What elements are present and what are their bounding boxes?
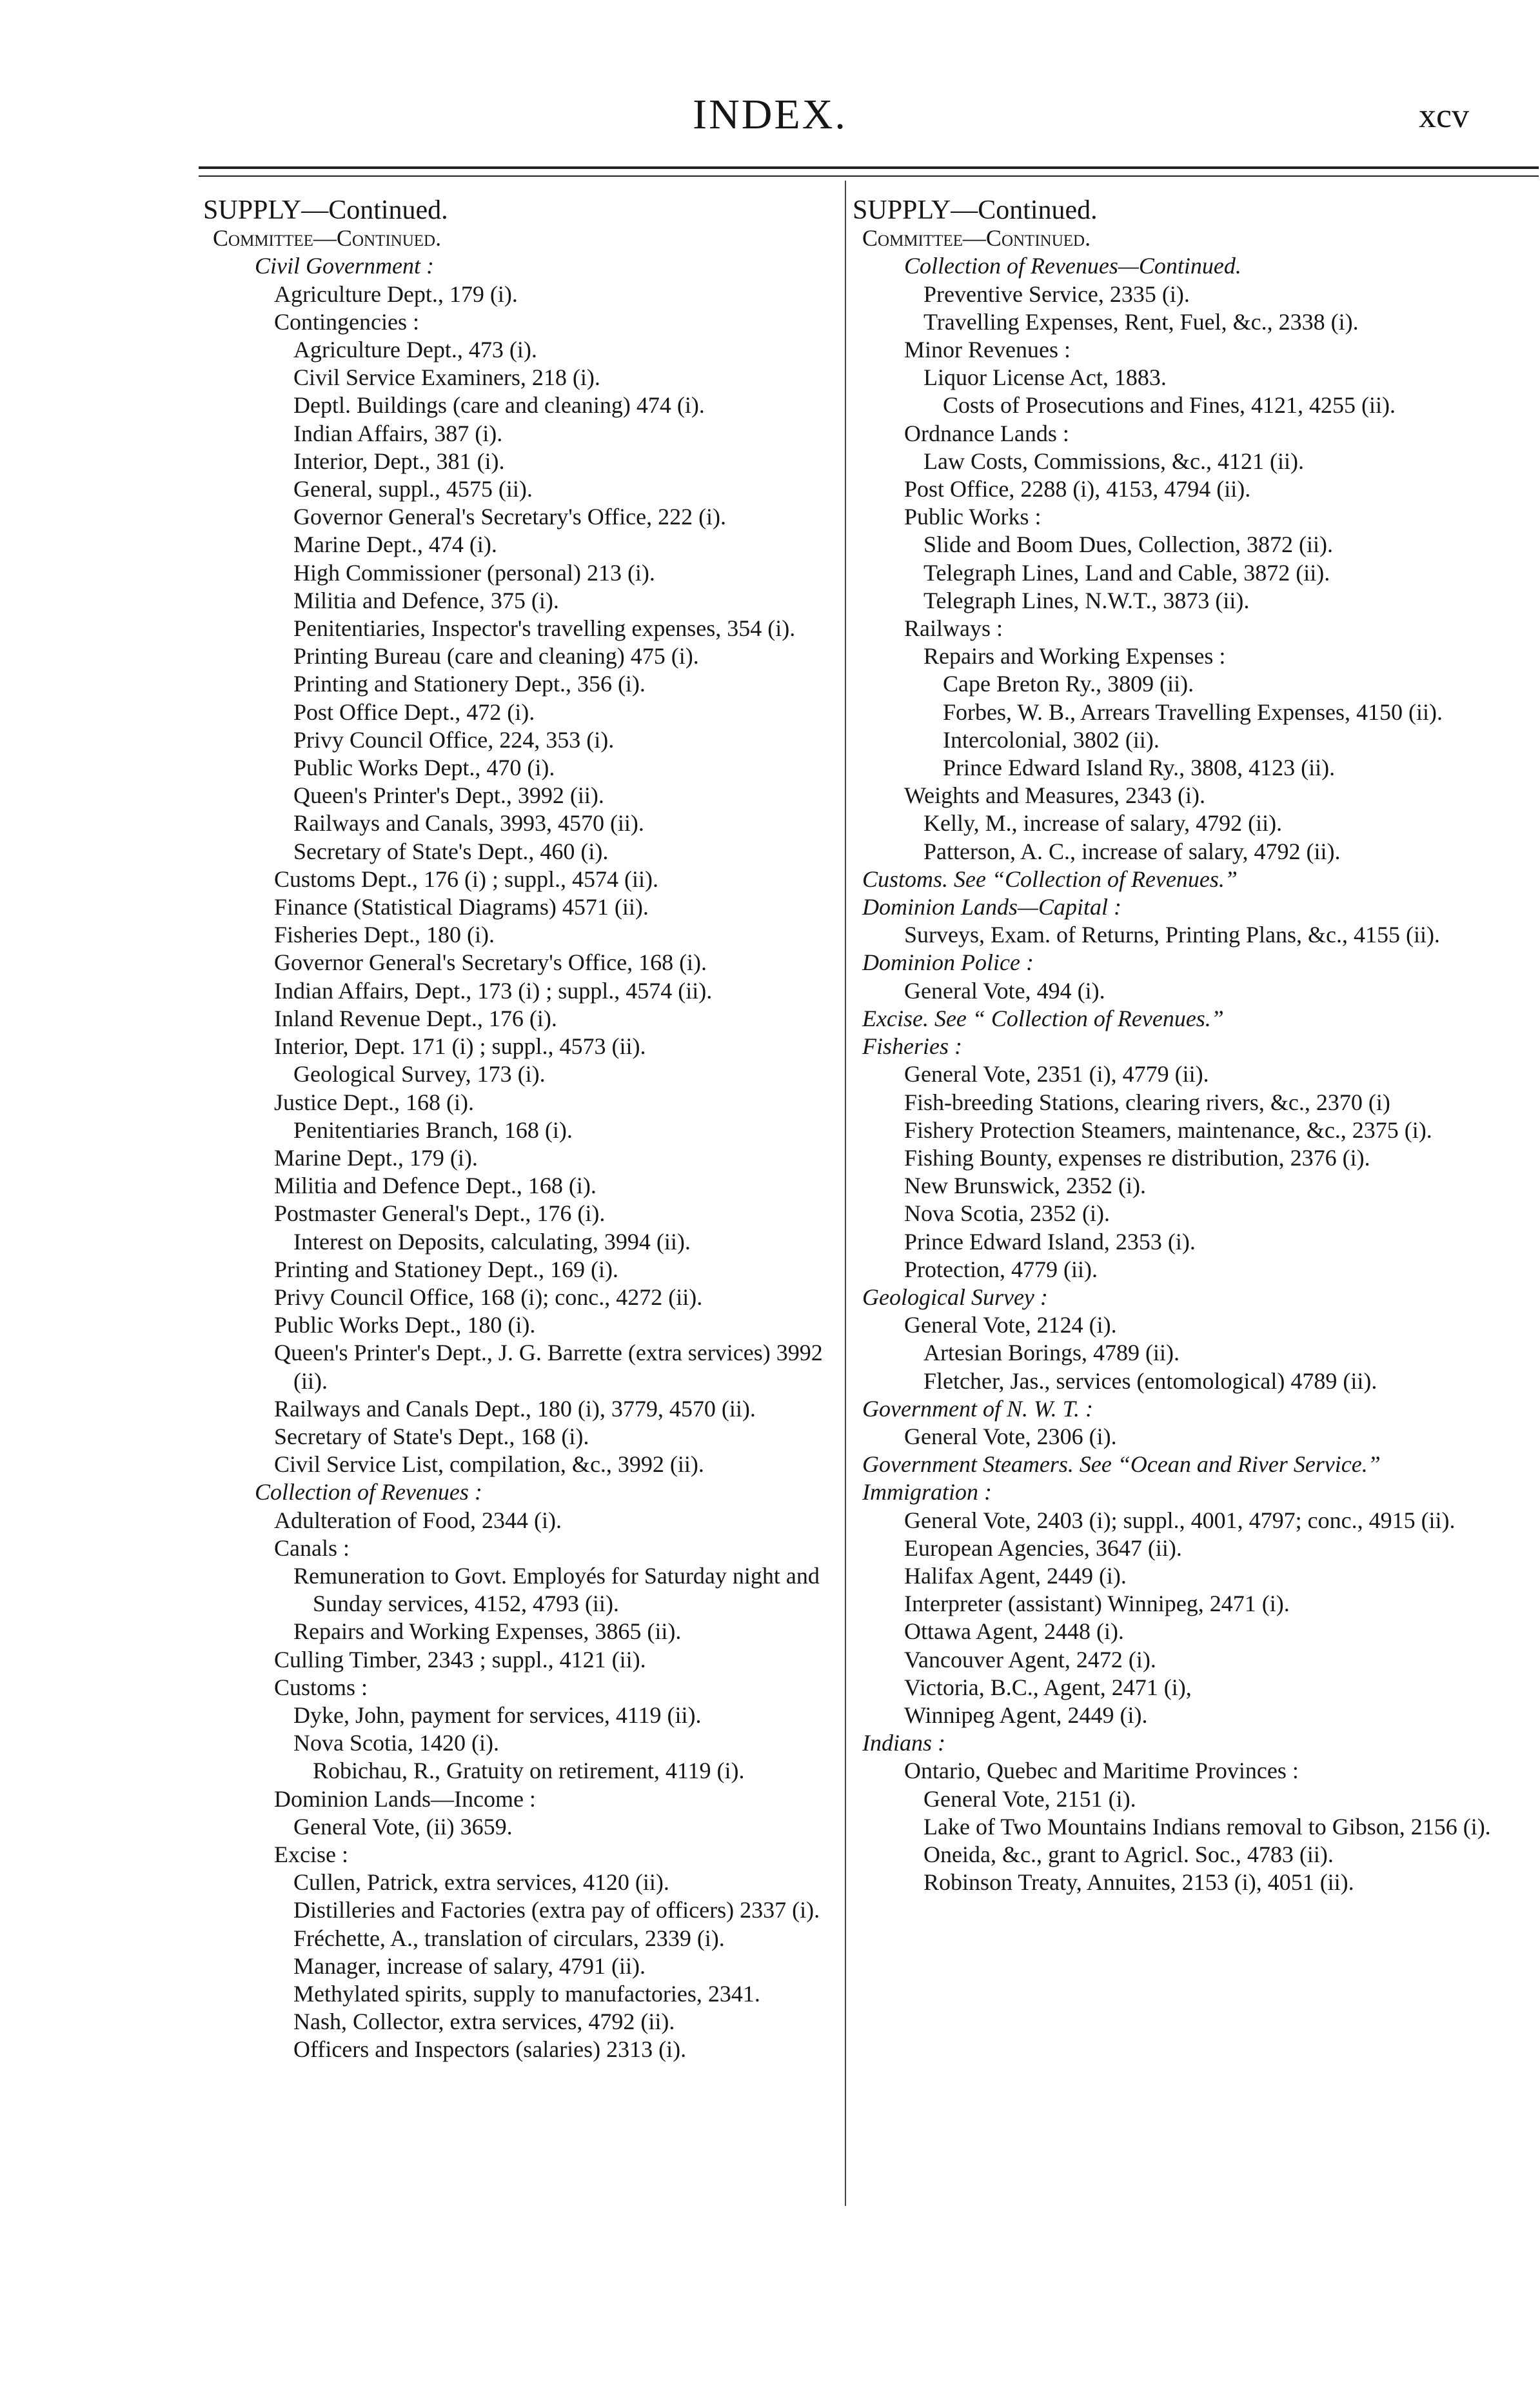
index-heading: Prince Edward Island, 2353 (i). <box>904 1228 1196 1255</box>
index-entry: Penitentiaries, Inspector's travelling expenses, 354 (i). <box>293 615 796 642</box>
index-entry: Marine Dept., 474 (i). <box>293 531 497 558</box>
index-heading: General Vote, 2124 (i). <box>904 1312 1117 1338</box>
header-rule-thin <box>199 175 1539 177</box>
index-entry: High Commissioner (personal) 213 (i). <box>293 559 655 586</box>
index-entry: Slide and Boom Dues, Collection, 3872 (ii). <box>923 531 1333 558</box>
index-entry: Indian Affairs, 387 (i). <box>293 420 503 446</box>
index-entry: Liquor License Act, 1883. <box>923 364 1167 391</box>
left-column <box>203 197 838 2064</box>
index-heading: Fisheries : <box>862 1033 962 1060</box>
index-entry: Nova Scotia, 1420 (i). <box>293 1730 499 1756</box>
index-entry: Printing and Stationery Dept., 356 (i). <box>293 671 646 697</box>
index-heading: Committee—Continued. <box>862 225 1091 252</box>
page-number: xcv <box>1419 96 1469 135</box>
index-heading: General Vote, 2351 (i), 4779 (ii). <box>904 1061 1209 1087</box>
index-entry: Artesian Borings, 4789 (ii). <box>923 1340 1180 1366</box>
index-entry: Culling Timber, 2343 ; suppl., 4121 (ii). <box>274 1646 646 1673</box>
index-heading: SUPPLY—Continued. <box>203 195 448 225</box>
index-entry: Travelling Expenses, Rent, Fuel, &c., 2338 (i). <box>923 308 1359 335</box>
index-entry: Public Works Dept., 470 (i). <box>293 755 555 781</box>
index-entry: Preventive Service, 2335 (i). <box>923 281 1190 307</box>
index-heading: Government of N. W. T. : <box>862 1395 1093 1422</box>
index-entry: Cullen, Patrick, extra services, 4120 (ii). <box>293 1869 669 1896</box>
column-divider <box>845 181 846 2206</box>
index-entry: Secretary of State's Dept., 168 (i). <box>274 1423 589 1449</box>
index-entry: Methylated spirits, supply to manufactories, 2341. <box>293 1981 760 2007</box>
index-entry: Post Office Dept., 472 (i). <box>293 699 535 725</box>
index-heading: Victoria, B.C., Agent, 2471 (i), <box>904 1674 1192 1700</box>
index-entry: General Vote, (ii) 3659. <box>293 1813 513 1840</box>
index-entry: Interest on Deposits, calculating, 3994 (ii). <box>293 1228 691 1255</box>
index-heading: Ordnance Lands : <box>904 420 1069 446</box>
index-heading: Committee—Continued. <box>213 225 442 252</box>
index-heading: Customs. See “Collection of Revenues.” <box>862 866 1238 892</box>
index-heading: Collection of Revenues : <box>255 1479 482 1505</box>
index-entry: Agriculture Dept., 473 (i). <box>293 337 537 363</box>
index-entry: Printing Bureau (care and cleaning) 475 (i). <box>293 643 699 670</box>
index-heading: Vancouver Agent, 2472 (i). <box>904 1646 1156 1673</box>
index-entry: Justice Dept., 168 (i). <box>274 1089 474 1115</box>
index-entry: Law Costs, Commissions, &c., 4121 (ii). <box>923 448 1305 474</box>
index-entry: Excise : <box>274 1841 348 1867</box>
index-heading: Fish-breeding Stations, clearing rivers, &c., 2370 (i) <box>904 1089 1390 1115</box>
index-entry: Printing and Stationey Dept., 169 (i). <box>274 1256 618 1282</box>
index-entry: Adulteration of Food, 2344 (i). <box>274 1507 562 1533</box>
index-entry: Customs Dept., 176 (i) ; suppl., 4574 (ii). <box>274 866 658 892</box>
index-entry: Finance (Statistical Diagrams) 4571 (ii). <box>274 894 649 920</box>
index-entry: Dominion Lands—Income : <box>274 1785 536 1812</box>
index-entry: Lake of Two Mountains Indians removal to Gibson, 2156 (i). <box>923 1813 1491 1840</box>
index-heading: Dominion Lands—Capital : <box>862 894 1122 920</box>
index-entry: Penitentiaries Branch, 168 (i). <box>293 1117 573 1143</box>
index-entry: Prince Edward Island Ry., 3808, 4123 (ii). <box>943 755 1336 781</box>
index-entry: Interior, Dept., 381 (i). <box>293 448 505 474</box>
index-heading: Railways : <box>904 615 1003 642</box>
index-heading: Excise. See “ Collection of Revenues.” <box>862 1005 1224 1031</box>
index-heading: Post Office, 2288 (i), 4153, 4794 (ii). <box>904 476 1251 502</box>
index-heading: Indians : <box>862 1730 945 1756</box>
index-heading: Ontario, Quebec and Maritime Provinces : <box>904 1758 1299 1784</box>
index-heading: Ottawa Agent, 2448 (i). <box>904 1618 1124 1645</box>
index-entry: Officers and Inspectors (salaries) 2313 (i). <box>293 2036 687 2063</box>
index-entry: Civil Service Examiners, 218 (i). <box>293 364 600 391</box>
index-entry: Railways and Canals, 3993, 4570 (ii). <box>293 810 644 837</box>
index-heading: Halifax Agent, 2449 (i). <box>904 1562 1127 1589</box>
header-rule <box>199 166 1539 169</box>
index-entry: Canals : <box>274 1534 350 1561</box>
index-entry: Repairs and Working Expenses : <box>923 643 1226 670</box>
index-heading: Weights and Measures, 2343 (i). <box>904 782 1205 809</box>
index-entry: Patterson, A. C., increase of salary, 4792 (ii). <box>923 838 1341 864</box>
index-entry: Robichau, R., Gratuity on retirement, 4119 (i). <box>313 1758 745 1784</box>
index-entry: Repairs and Working Expenses, 3865 (ii). <box>293 1618 682 1645</box>
index-entry: Geological Survey, 173 (i). <box>293 1061 546 1087</box>
index-entry: Interior, Dept. 171 (i) ; suppl., 4573 (ii). <box>274 1033 646 1060</box>
index-entry: Indian Affairs, Dept., 173 (i) ; suppl., 4574 (ii). <box>274 977 713 1004</box>
index-heading: Fishing Bounty, expenses re distribution, 2376 (i). <box>904 1144 1370 1171</box>
index-entry: Dyke, John, payment for services, 4119 (ii). <box>293 1702 702 1728</box>
index-entry: Civil Service List, compilation, &c., 3992 (ii). <box>274 1451 704 1478</box>
page-title: INDEX. <box>693 91 847 138</box>
index-entry: Fletcher, Jas., services (entomological) 4789 (ii). <box>923 1367 1377 1394</box>
index-entry: Manager, increase of salary, 4791 (ii). <box>293 1952 646 1979</box>
index-entry: Telegraph Lines, Land and Cable, 3872 (ii). <box>923 559 1330 586</box>
index-entry: Railways and Canals Dept., 180 (i), 3779, 4570 (ii). <box>274 1395 756 1422</box>
index-entry: General Vote, 2151 (i). <box>923 1785 1136 1812</box>
index-heading: Winnipeg Agent, 2449 (i). <box>904 1702 1148 1728</box>
index-heading: Minor Revenues : <box>904 337 1071 363</box>
index-entry: Fisheries Dept., 180 (i). <box>274 922 495 948</box>
index-heading: Immigration : <box>862 1479 992 1505</box>
index-heading: Dominion Police : <box>862 949 1034 976</box>
index-entry: Kelly, M., increase of salary, 4792 (ii). <box>923 810 1283 837</box>
index-entry: Contingencies : <box>274 308 419 335</box>
right-column <box>853 197 1539 1896</box>
index-heading: New Brunswick, 2352 (i). <box>904 1173 1146 1199</box>
index-heading: Surveys, Exam. of Returns, Printing Plans, &c., 4155 (ii). <box>904 922 1440 948</box>
index-heading: SUPPLY—Continued. <box>853 195 1098 225</box>
index-entry: Privy Council Office, 168 (i); conc., 4272 (ii). <box>274 1284 703 1310</box>
index-entry: Governor General's Secretary's Office, 222 (i). <box>293 504 727 530</box>
index-heading: Collection of Revenues—Continued. <box>904 253 1241 279</box>
index-heading: Fishery Protection Steamers, maintenance, &c., 2375 (i). <box>904 1117 1432 1143</box>
index-heading: Government Steamers. See “Ocean and River Service.” <box>862 1451 1381 1478</box>
index-entry: Customs : <box>274 1674 368 1700</box>
index-heading: European Agencies, 3647 (ii). <box>904 1534 1182 1561</box>
index-entry: Privy Council Office, 224, 353 (i). <box>293 726 615 753</box>
index-entry: Queen's Printer's Dept., J. G. Barrette (extra services) 3992 (ii). <box>274 1340 823 1394</box>
index-heading: General Vote, 2403 (i); suppl., 4001, 4797; conc., 4915 (ii). <box>904 1507 1456 1533</box>
index-entry: Costs of Prosecutions and Fines, 4121, 4255 (ii). <box>943 392 1396 419</box>
index-entry: Queen's Printer's Dept., 3992 (ii). <box>293 782 604 809</box>
index-entry: Public Works Dept., 180 (i). <box>274 1312 536 1338</box>
index-heading: Protection, 4779 (ii). <box>904 1256 1098 1282</box>
index-entry: Remuneration to Govt. Employés for Saturday night and Sunday services, 4152, 4793 (ii). <box>293 1562 820 1617</box>
index-entry: Distilleries and Factories (extra pay of officers) 2337 (i). <box>293 1897 820 1923</box>
index-entry: Militia and Defence, 375 (i). <box>293 587 559 613</box>
index-heading: General Vote, 2306 (i). <box>904 1423 1117 1449</box>
index-heading: General Vote, 494 (i). <box>904 977 1105 1004</box>
index-entry: Secretary of State's Dept., 460 (i). <box>293 838 609 864</box>
index-entry: Oneida, &c., grant to Agricl. Soc., 4783 (ii). <box>923 1841 1334 1867</box>
index-heading: Interpreter (assistant) Winnipeg, 2471 (i). <box>904 1591 1290 1617</box>
index-entry: Marine Dept., 179 (i). <box>274 1144 478 1171</box>
index-heading: Public Works : <box>904 504 1041 530</box>
index-entry: Deptl. Buildings (care and cleaning) 474 (i). <box>293 392 705 419</box>
index-entry: Agriculture Dept., 179 (i). <box>274 281 518 307</box>
index-entry: General, suppl., 4575 (ii). <box>293 476 533 502</box>
index-entry: Telegraph Lines, N.W.T., 3873 (ii). <box>923 587 1250 613</box>
index-entry: Nash, Collector, extra services, 4792 (ii). <box>293 2009 675 2035</box>
index-entry: Inland Revenue Dept., 176 (i). <box>274 1005 557 1031</box>
index-entry: Cape Breton Ry., 3809 (ii). <box>943 671 1194 697</box>
index-entry: Postmaster General's Dept., 176 (i). <box>274 1200 606 1227</box>
index-heading: Geological Survey : <box>862 1284 1048 1310</box>
index-entry: Forbes, W. B., Arrears Travelling Expenses, 4150 (ii). <box>943 699 1443 725</box>
index-entry: Intercolonial, 3802 (ii). <box>943 726 1160 753</box>
index-entry: Militia and Defence Dept., 168 (i). <box>274 1173 597 1199</box>
index-entry: Fréchette, A., translation of circulars, 2339 (i). <box>293 1925 725 1951</box>
index-entry: Governor General's Secretary's Office, 168 (i). <box>274 949 707 976</box>
index-heading: Civil Government : <box>255 253 434 279</box>
index-entry: Robinson Treaty, Annuites, 2153 (i), 4051 (ii). <box>923 1869 1354 1896</box>
index-heading: Nova Scotia, 2352 (i). <box>904 1200 1110 1227</box>
